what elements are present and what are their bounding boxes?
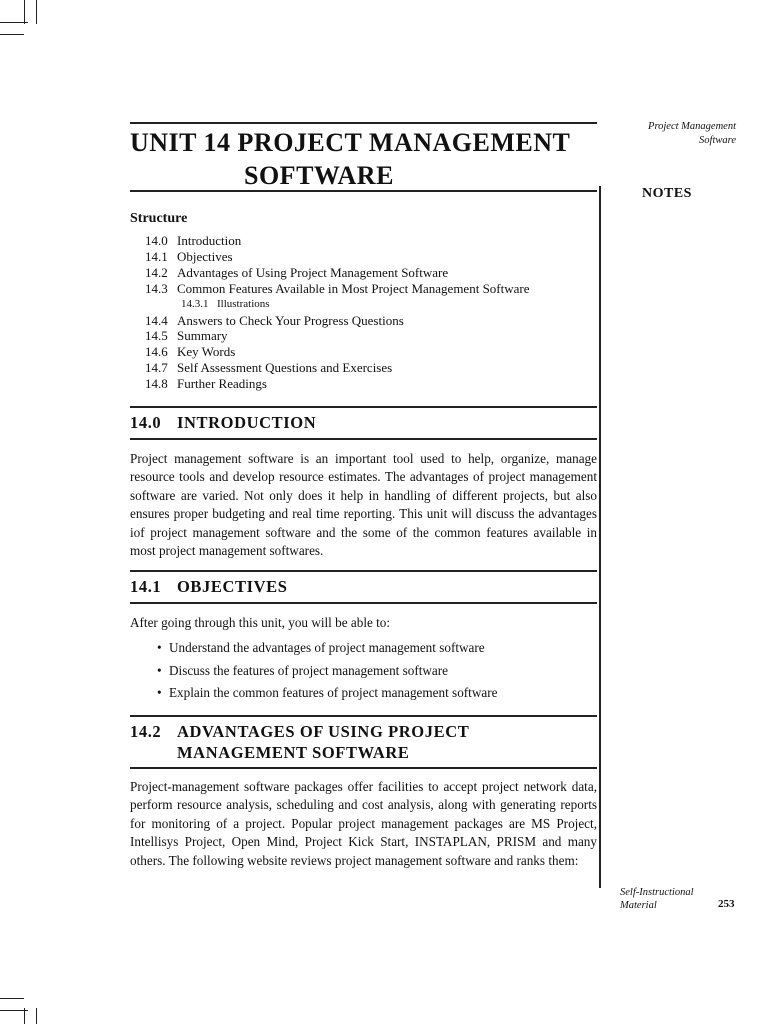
section-title-line1: ADVANTAGES OF USING PROJECT: [177, 722, 470, 741]
toc-item-label: Illustrations: [217, 297, 270, 310]
toc-item-label: Introduction: [177, 233, 242, 248]
toc-item-number: 14.5: [145, 328, 168, 344]
toc-item-number: 14.4: [145, 312, 168, 328]
margin-running-title: [600, 120, 736, 148]
intro-top-rule: [130, 406, 597, 408]
section-number: 14.0: [130, 413, 162, 432]
unit-title-line1: UNIT 14 PROJECT MANAGEMENT: [130, 128, 571, 157]
notes-label: NOTES: [642, 186, 692, 201]
toc-item-number: 14.8: [145, 376, 168, 392]
toc-item-number: 14.3: [145, 280, 168, 296]
toc-item: [145, 328, 595, 344]
toc-item: [145, 376, 595, 392]
toc-item-label: Advantages of Using Project Management Software: [177, 264, 449, 280]
toc-item-number: 14.1: [145, 248, 168, 264]
page-number: 253: [718, 898, 735, 910]
toc-item-number: 14.6: [145, 344, 168, 360]
advantages-top-rule: [130, 715, 597, 717]
section-title-line2: MANAGEMENT SOFTWARE: [177, 743, 410, 762]
section-heading-objectives: [130, 576, 288, 597]
section-heading-introduction: [130, 412, 316, 433]
list-item: • Explain the common features of project management software: [157, 682, 497, 705]
toc-item: [145, 344, 595, 360]
introduction-paragraph: Project management software is an important tool used to help, organize, manage resource tools and develop resource estimates. The advantages of project management software are varied. Not only does it help in handling of different projects, but also ensures proper budgeting and real time reporting. This unit will discuss the advantages iof project management software and the some of the common features available in most project management softwares.: [130, 451, 597, 559]
crop-mark-bottom-left-vertical: [24, 1008, 25, 1024]
toc-item-label: Objectives: [177, 248, 233, 264]
toc-item: [145, 233, 595, 249]
advantages-bottom-rule: [130, 767, 597, 769]
toc-item-number: 14.7: [145, 360, 168, 376]
toc-item-label: Self Assessment Questions and Exercises: [177, 360, 393, 376]
objectives-lead: After going through this unit, you will be able to:: [130, 615, 391, 630]
crop-mark-top-left-vertical-outer: [36, 0, 37, 24]
crop-mark-bottom-left-horizontal: [0, 998, 24, 999]
unit-title: [130, 126, 600, 192]
unit-title-line2: SOFTWARE: [244, 161, 394, 190]
structure-heading: Structure: [130, 211, 188, 226]
toc-item-number: 14.2: [145, 264, 168, 280]
toc-item: [145, 249, 595, 265]
toc-item: [145, 281, 595, 297]
section-title: INTRODUCTION: [177, 413, 317, 432]
crop-mark-top-left-horizontal-outer: [0, 34, 24, 35]
objectives-list: [157, 637, 497, 705]
toc-item: [145, 265, 595, 281]
toc-item-number: 14.3.1: [181, 297, 209, 310]
footer-label-line1: Self-Instructional: [620, 887, 694, 898]
toc-item-label: Summary: [177, 328, 228, 344]
margin-title-line1: Project Management: [648, 121, 736, 132]
toc-item-label: Key Words: [177, 344, 236, 360]
toc-item: [145, 360, 595, 376]
crop-mark-bottom-left-vertical-outer: [36, 1008, 37, 1024]
title-bottom-rule: [130, 190, 597, 192]
footer-label-line2: Material: [620, 900, 657, 911]
toc-item-label: Answers to Check Your Progress Questions: [177, 312, 404, 328]
margin-title-line2: Software: [699, 135, 736, 146]
section-heading-advantages: [130, 721, 469, 763]
toc-item-number: 14.0: [145, 233, 168, 248]
list-item: • Understand the advantages of project management software: [157, 637, 497, 660]
objectives-bottom-rule: [130, 602, 597, 604]
footer-label: [620, 886, 694, 912]
intro-bottom-rule: [130, 438, 597, 440]
title-top-rule: [130, 122, 597, 124]
advantages-paragraph: Project-management software packages offer facilities to accept project network data, perform resource analysis, scheduling and cost analysis, along with generating reports for monitoring of a project. Popular project management packages are MS Project, Intellisys Project, Open Mind, Project Kick Start, INSTAPLAN, PRISM and many others. The following website reviews project management software and ranks them:: [130, 779, 597, 868]
toc-item-label: Further Readings: [177, 376, 267, 392]
toc-item-label: Common Features Available in Most Project Management Software: [177, 280, 530, 296]
table-of-contents: [145, 233, 595, 392]
toc-subitem: [145, 297, 595, 313]
objectives-top-rule: [130, 570, 597, 572]
crop-mark-top-left-vertical: [24, 0, 25, 24]
margin-vertical-rule: [599, 186, 601, 888]
list-item: • Discuss the features of project management software: [157, 660, 497, 683]
section-number: 14.2: [130, 722, 162, 741]
section-title: OBJECTIVES: [177, 577, 288, 596]
toc-item: [145, 313, 595, 329]
section-number: 14.1: [130, 577, 162, 596]
